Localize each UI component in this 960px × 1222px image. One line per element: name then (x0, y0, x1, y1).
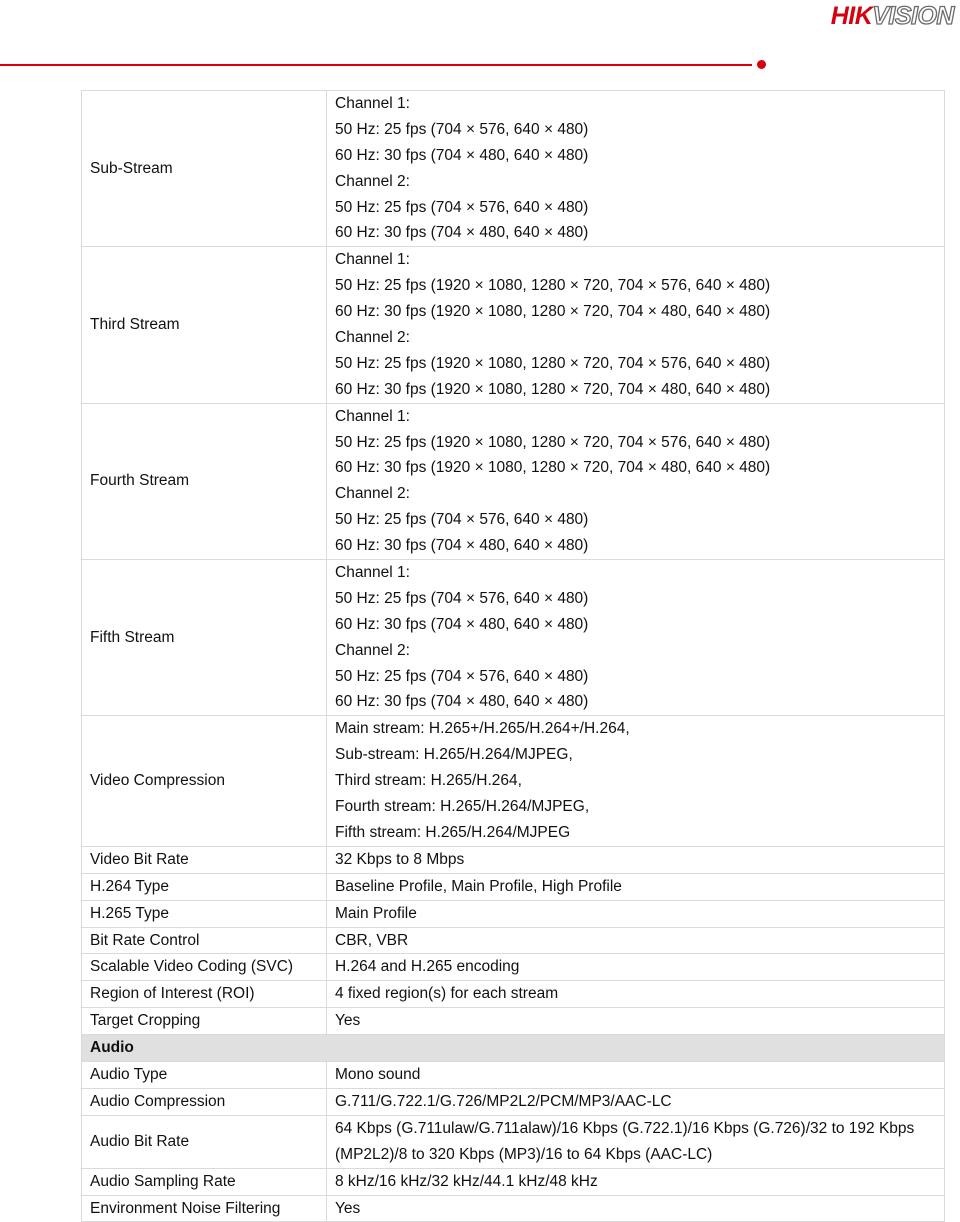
spec-label: H.265 Type (82, 900, 327, 927)
logo-hik-text: HIK (830, 2, 873, 30)
spec-value-line: Fourth stream: H.265/H.264/MJPEG, (335, 798, 590, 816)
header-divider (0, 64, 752, 66)
spec-value (327, 403, 945, 559)
spec-label: Audio Sampling Rate (82, 1168, 327, 1195)
spec-value-line: 60 Hz: 30 fps (704 × 480, 640 × 480) (335, 693, 589, 711)
spec-row-audio-bit-rate (82, 1115, 945, 1168)
spec-row-audio-sampling-rate (82, 1168, 945, 1195)
spec-value: 4 fixed region(s) for each stream (327, 981, 945, 1008)
spec-value-line: 50 Hz: 25 fps (1920 × 1080, 1280 × 720, 704 × 576, 640 × 480) (335, 354, 771, 372)
spec-value-line: 60 Hz: 30 fps (704 × 480, 640 × 480) (335, 615, 589, 633)
spec-value: Yes (327, 1195, 945, 1222)
spec-row-sub-stream (82, 91, 945, 247)
spec-label: Bit Rate Control (82, 927, 327, 954)
spec-value (327, 91, 945, 247)
spec-label: Fourth Stream (82, 403, 327, 559)
spec-value-line: Sub-stream: H.265/H.264/MJPEG, (335, 746, 573, 764)
spec-label: Sub-Stream (82, 91, 327, 247)
logo-vision-text: VISION (872, 2, 954, 30)
spec-value-line: 64 Kbps (G.711ulaw/G.711alaw)/16 Kbps (G.722.1)/16 Kbps (G.726)/32 to 192 Kbps (335, 1119, 915, 1137)
spec-value-line: Channel 1: (335, 95, 410, 112)
spec-value (327, 247, 945, 403)
spec-value (327, 716, 945, 846)
spec-value-line: 60 Hz: 30 fps (1920 × 1080, 1280 × 720, 704 × 480, 640 × 480) (335, 459, 771, 477)
spec-value-line: 60 Hz: 30 fps (1920 × 1080, 1280 × 720, 704 × 480, 640 × 480) (335, 303, 771, 321)
spec-value: 32 Kbps to 8 Mbps (327, 846, 945, 873)
spec-row-scalable-video-coding-svc (82, 954, 945, 981)
spec-value-line: Channel 1: (335, 407, 410, 425)
spec-value-line: Channel 2: (335, 329, 410, 347)
spec-row-third-stream (82, 247, 945, 403)
spec-row-audio-type (82, 1062, 945, 1089)
section-header-audio (82, 1035, 945, 1062)
spec-table (81, 90, 945, 1222)
spec-value-line: Channel 2: (335, 172, 410, 190)
spec-value-line: 60 Hz: 30 fps (1920 × 1080, 1280 × 720, 704 × 480, 640 × 480) (335, 380, 771, 398)
spec-value-line: Third stream: H.265/H.264, (335, 772, 522, 790)
spec-label: Audio Type (82, 1062, 327, 1089)
spec-value: H.264 and H.265 encoding (327, 954, 945, 981)
spec-label: Audio Compression (82, 1088, 327, 1115)
header-divider-dot (757, 60, 766, 69)
spec-value-line: 50 Hz: 25 fps (704 × 576, 640 × 480) (335, 511, 589, 529)
spec-row-region-of-interest-roi (82, 981, 945, 1008)
spec-value-line: Channel 1: (335, 564, 410, 582)
spec-value: Yes (327, 1008, 945, 1035)
spec-label: Target Cropping (82, 1008, 327, 1035)
spec-value-line: 50 Hz: 25 fps (704 × 576, 640 × 480) (335, 667, 589, 685)
spec-value-line: 50 Hz: 25 fps (1920 × 1080, 1280 × 720, 704 × 576, 640 × 480) (335, 277, 771, 295)
spec-row-fourth-stream (82, 403, 945, 559)
spec-row-fifth-stream (82, 560, 945, 716)
spec-value (327, 560, 945, 716)
spec-value: G.711/G.722.1/G.726/MP2L2/PCM/MP3/AAC-LC (327, 1088, 945, 1115)
spec-label: Environment Noise Filtering (82, 1195, 327, 1222)
spec-label: Third Stream (82, 247, 327, 403)
spec-value-line: Main stream: H.265+/H.265/H.264+/H.264, (335, 720, 630, 738)
spec-value (327, 1115, 945, 1168)
spec-row-bit-rate-control (82, 927, 945, 954)
spec-label: Video Compression (82, 716, 327, 846)
spec-row-video-bit-rate (82, 846, 945, 873)
spec-label: Fifth Stream (82, 560, 327, 716)
spec-value-line: Fifth stream: H.265/H.264/MJPEG (335, 823, 571, 841)
spec-value-line: 60 Hz: 30 fps (704 × 480, 640 × 480) (335, 537, 589, 555)
spec-value-line: 50 Hz: 25 fps (704 × 576, 640 × 480) (335, 589, 589, 607)
spec-row-target-cropping (82, 1008, 945, 1035)
spec-value-line: 60 Hz: 30 fps (704 × 480, 640 × 480) (335, 146, 589, 164)
spec-value-line: Channel 2: (335, 485, 410, 503)
spec-value-line: Channel 2: (335, 641, 410, 659)
spec-value-line: 50 Hz: 25 fps (704 × 576, 640 × 480) (335, 198, 589, 216)
spec-value: Baseline Profile, Main Profile, High Profile (327, 873, 945, 900)
spec-value-line: Channel 1: (335, 251, 410, 269)
spec-row-environment-noise-filtering (82, 1195, 945, 1222)
spec-label: H.264 Type (82, 873, 327, 900)
spec-row-audio-compression (82, 1088, 945, 1115)
spec-value-line: 50 Hz: 25 fps (1920 × 1080, 1280 × 720, 704 × 576, 640 × 480) (335, 433, 771, 451)
spec-row-h-265-type (82, 900, 945, 927)
spec-value: Main Profile (327, 900, 945, 927)
spec-value: 8 kHz/16 kHz/32 kHz/44.1 kHz/48 kHz (327, 1168, 945, 1195)
spec-value: Mono sound (327, 1062, 945, 1089)
spec-label: Region of Interest (ROI) (82, 981, 327, 1008)
spec-value-line: 60 Hz: 30 fps (704 × 480, 640 × 480) (335, 224, 589, 242)
spec-label: Audio Bit Rate (82, 1115, 327, 1168)
spec-label: Video Bit Rate (82, 846, 327, 873)
spec-value-line: 50 Hz: 25 fps (704 × 576, 640 × 480) (335, 120, 589, 138)
spec-value: CBR, VBR (327, 927, 945, 954)
spec-row-h-264-type (82, 873, 945, 900)
section-title: Audio (82, 1035, 945, 1062)
spec-value-line: (MP2L2)/8 to 320 Kbps (MP3)/16 to 64 Kbps (AAC-LC) (335, 1145, 713, 1163)
hikvision-logo (831, 2, 954, 30)
spec-label: Scalable Video Coding (SVC) (82, 954, 327, 981)
spec-table-body (82, 91, 945, 1222)
spec-row-video-compression (82, 716, 945, 846)
